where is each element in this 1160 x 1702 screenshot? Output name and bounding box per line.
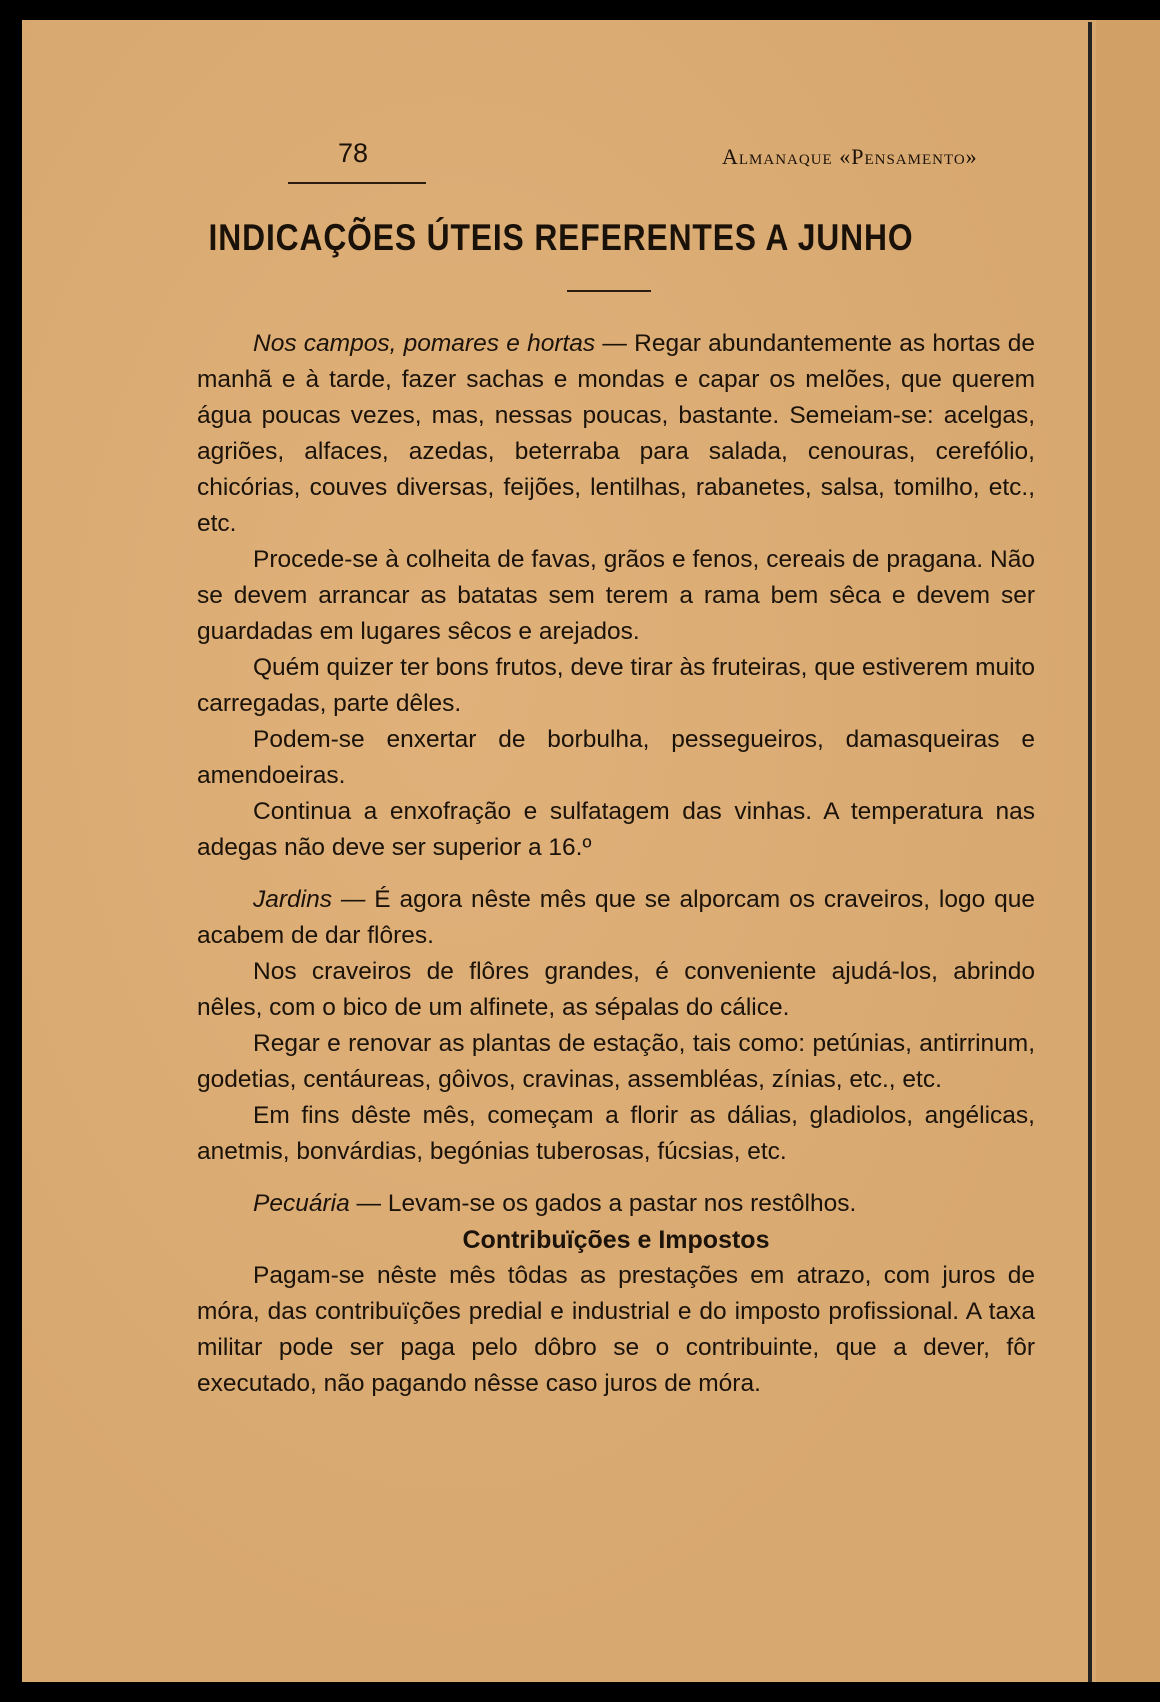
title-divider — [567, 290, 651, 292]
page-title: INDICAÇÕES ÚTEIS REFERENTES A JUNHO — [208, 217, 914, 258]
section-gap — [197, 1170, 1035, 1186]
page-number-rule — [288, 182, 426, 184]
jardins-text: É agora nêste mês que se alporcam os craveiros, logo que acabem de dar flôres. — [197, 886, 1035, 949]
jardins-paragraph-4: Em fins dêste mês, começam a florir as dálias, gladiolos, angélicas, anetmis, bonvárdias, begónias tuberosas, fúcsias, etc. — [197, 1102, 1035, 1165]
campos-label: Nos campos, pomares e hortas — [253, 330, 596, 357]
pecuaria-dash: — — [349, 1190, 388, 1217]
pecuaria-label: Pecuária — [253, 1190, 350, 1217]
section-gap — [197, 866, 1035, 882]
campos-paragraph-5: Continua a enxofração e sulfatagem das vinhas. A temperatura nas adegas não deve ser superior a 16.º — [197, 798, 1035, 861]
page-number: 78 — [338, 138, 369, 168]
jardins-dash: — — [331, 886, 375, 913]
campos-dash: — — [595, 330, 635, 357]
campos-paragraph-3: Quém quizer ter bons frutos, deve tirar às fruteiras, que estiverem muito carregadas, parte dêles. — [197, 654, 1035, 717]
campos-paragraph-4: Podem-se enxertar de borbulha, pessegueiros, damasqueiras e amendoeiras. — [197, 726, 1035, 789]
jardins-label: Jardins — [253, 886, 332, 913]
jardins-paragraph-3: Regar e renovar as plantas de estação, tais como: petúnias, antirrinum, godetias, centáureas, gôivos, cravinas, assembléas, zínias, etc., etc. — [197, 1030, 1035, 1093]
campos-paragraph-2: Procede-se à colheita de favas, grãos e fenos, cereais de pragana. Não se devem arrancar as batatas sem terem a rama bem sêca e devem ser guardadas em lugares sêcos e arejados. — [197, 546, 1035, 645]
pecuaria-paragraph — [197, 1186, 1035, 1222]
book-gutter — [1088, 22, 1092, 1682]
jardins-paragraph-2: Nos craveiros de flôres grandes, é conveniente ajudá-los, abrindo nêles, com o bico de um alfinete, as sépalas do cálice. — [197, 958, 1035, 1021]
contribuicoes-paragraph: Pagam-se nêste mês tôdas as prestações em atrazo, com juros de móra, das contribuïções predial e industrial e do imposto profissional. A taxa militar pode ser paga pelo dôbro se o contribuinte, que a dever, fôr executado, não pagando nêsse caso juros de móra. — [197, 1262, 1035, 1397]
campos-text: Regar abundantemente as hortas de manhã e à tarde, fazer sachas e mondas e capar os melões, que querem água poucas vezes, mas, nessas poucas, bastante. Semeiam-se: acelgas, agriões, alfaces, azedas, beterraba para salada, cenouras, cerefólio, chicórias, couves diversas, feijões, lentilhas, rabanetes, salsa, tomilho, etc., etc. — [197, 330, 1035, 537]
article-body — [197, 326, 1035, 1402]
adjacent-page-edge — [1096, 20, 1160, 1682]
contribuicoes-heading: Contribuïções e Impostos — [462, 1226, 770, 1254]
jardins-paragraph-1 — [197, 882, 1035, 954]
pecuaria-text: Levam-se os gados a pastar nos restôlhos. — [387, 1190, 857, 1217]
book-page — [22, 20, 1100, 1682]
running-title: Almanaque «Pensamento» — [722, 144, 978, 169]
campos-paragraph-1 — [197, 326, 1035, 542]
